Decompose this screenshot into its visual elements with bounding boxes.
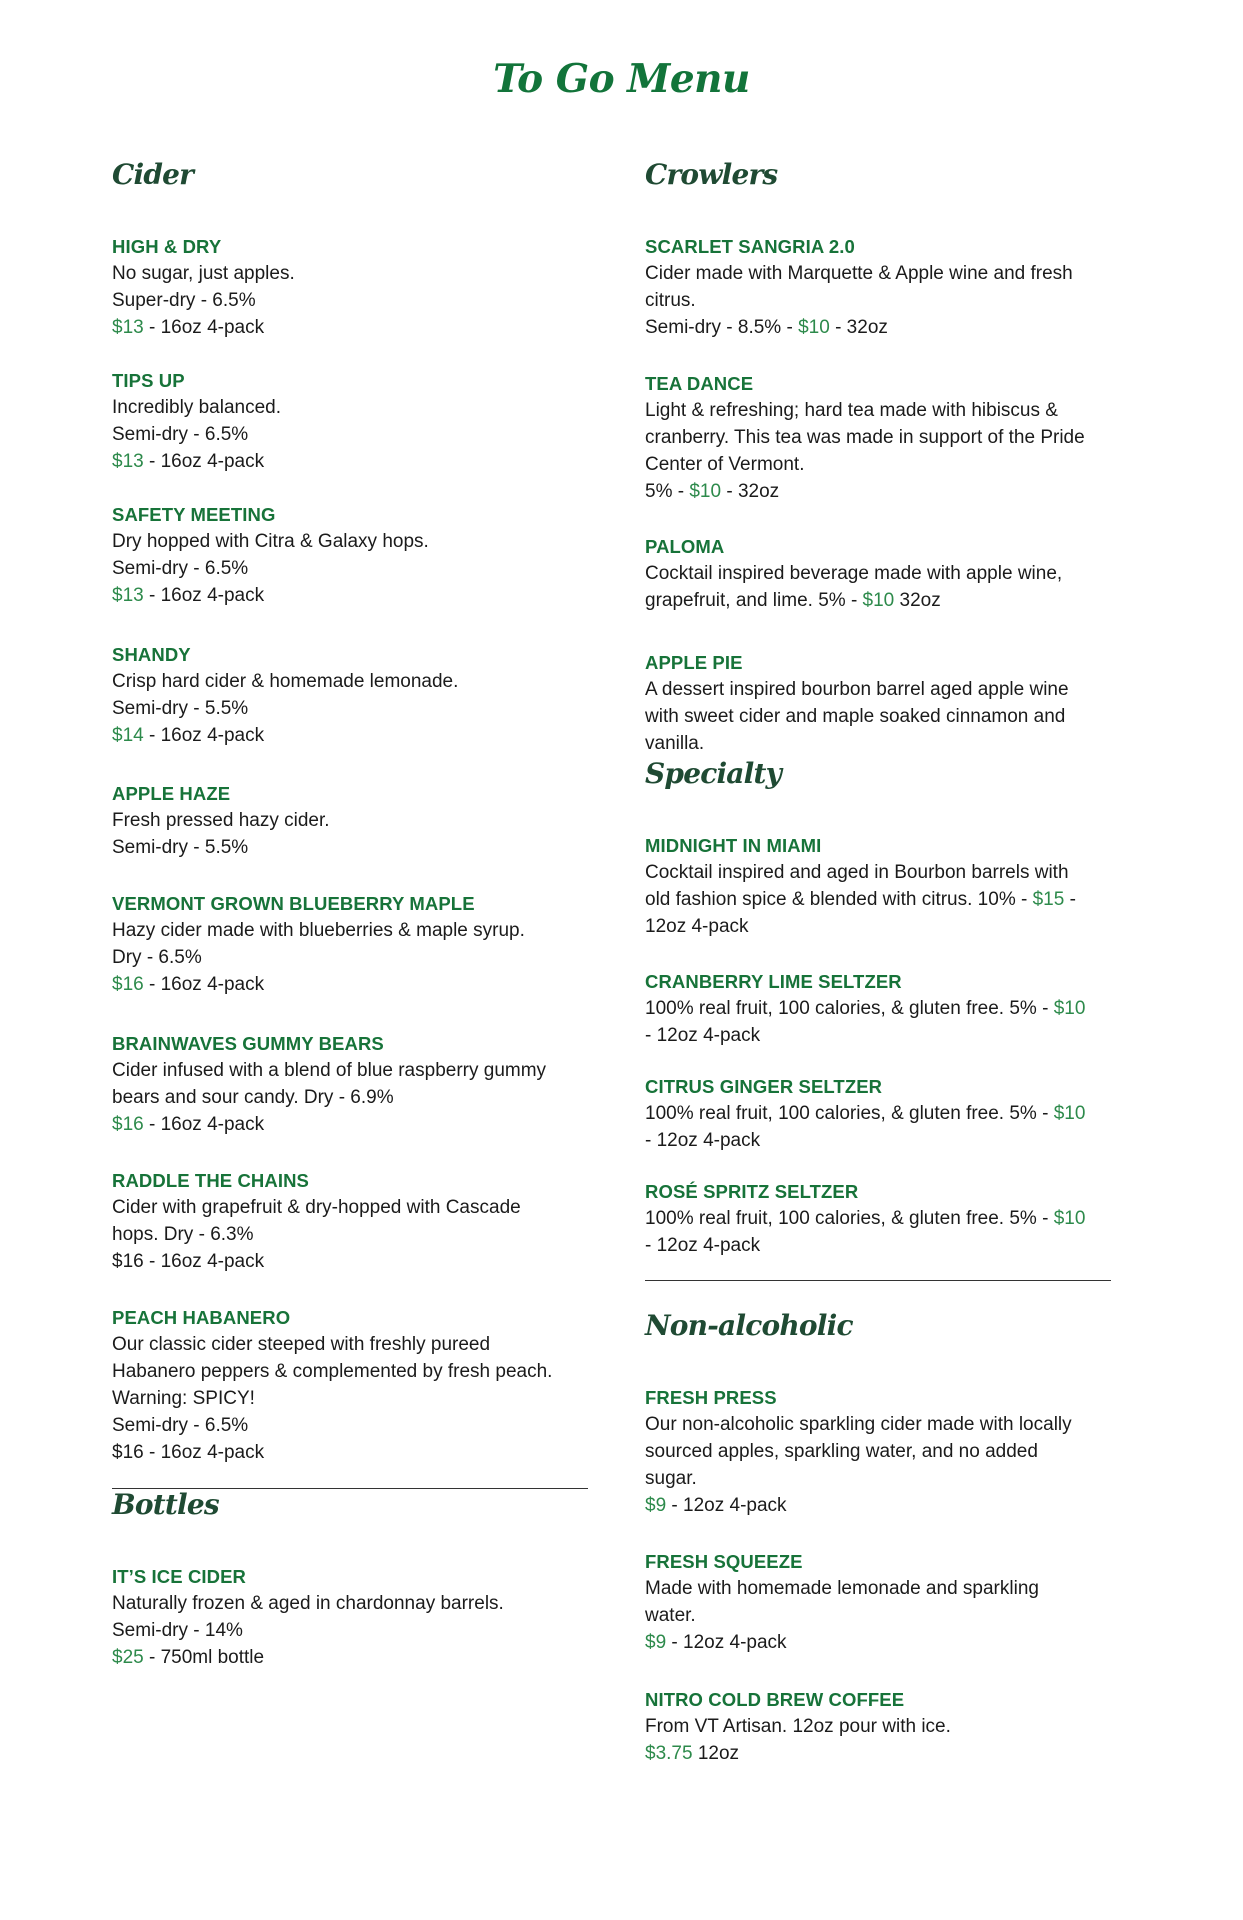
right-column (645, 0, 1125, 1920)
item-description: Habanero peppers & complemented by fresh peach. (112, 1361, 553, 1382)
item-size: - 16oz 4-pack (143, 725, 265, 746)
menu-item-gummy-bears (112, 1030, 600, 1138)
menu-item-blueberry-maple (112, 890, 600, 998)
item-description: Dry hopped with Citra & Galaxy hops. (112, 531, 429, 552)
item-description: Naturally frozen & aged in chardonnay barrels. (112, 1593, 504, 1614)
item-size: - 16oz 4-pack (143, 317, 265, 338)
item-name: APPLE PIE (645, 652, 743, 673)
item-separator: - (1064, 889, 1076, 910)
item-description: Our classic cider steeped with freshly pureed (112, 1334, 491, 1355)
item-price: $15 (1032, 889, 1065, 910)
item-description: vanilla. (645, 733, 705, 754)
section-heading-non-alcoholic: Non-alcoholic (645, 1309, 853, 1342)
item-price: $10 (862, 590, 895, 611)
item-price: $10 (1053, 1208, 1086, 1229)
item-name: SHANDY (112, 644, 191, 665)
item-description: Cider made with Marquette & Apple wine and fresh (645, 263, 1073, 284)
menu-item-citrus-ginger-seltzer (645, 1073, 1125, 1154)
item-description: with sweet cider and maple soaked cinnamon and (645, 706, 1066, 727)
item-name: FRESH SQUEEZE (645, 1551, 803, 1572)
item-style-abv: Semi-dry - 6.5% (112, 558, 249, 579)
item-description: Our non-alcoholic sparkling cider made with locally (645, 1414, 1072, 1435)
item-price-line (645, 995, 1125, 1022)
item-description: Cider infused with a blend of blue raspberry gummy (112, 1060, 547, 1081)
item-name: PALOMA (645, 536, 725, 557)
item-description: Incredibly balanced. (112, 397, 281, 418)
item-name: APPLE HAZE (112, 783, 231, 804)
item-price-line (645, 886, 1125, 913)
item-description: old fashion spice & blended with citrus. 10% - (645, 889, 1033, 910)
item-name: PEACH HABANERO (112, 1307, 291, 1328)
item-description: bears and sour candy. Dry - 6.9% (112, 1087, 394, 1108)
section-heading-cider: Cider (112, 158, 194, 191)
item-style-abv: Semi-dry - 8.5% - (645, 317, 799, 338)
item-name: HIGH & DRY (112, 236, 222, 257)
item-style-abv: Semi-dry - 5.5% (112, 698, 249, 719)
menu-item-high-and-dry (112, 233, 600, 341)
menu-item-nitro-cold-brew (645, 1686, 1125, 1767)
item-description: Crisp hard cider & homemade lemonade. (112, 671, 459, 692)
item-size: - 32oz (829, 317, 888, 338)
menu-item-midnight-in-miami (645, 832, 1125, 940)
item-name: ROSÉ SPRITZ SELTZER (645, 1181, 859, 1202)
item-name: VERMONT GROWN BLUEBERRY MAPLE (112, 893, 475, 914)
item-style-abv: 5% - (645, 481, 690, 502)
menu-item-ice-cider (112, 1563, 600, 1671)
item-description: sourced apples, sparkling water, and no added (645, 1441, 1038, 1462)
menu-item-apple-haze (112, 780, 600, 861)
item-price-line (645, 1100, 1125, 1127)
menu-item-tips-up (112, 367, 600, 475)
item-size: 12oz 4-pack (645, 916, 749, 937)
item-price: $10 (1053, 998, 1086, 1019)
menu-item-cranberry-lime-seltzer (645, 968, 1125, 1049)
item-style-abv: Semi-dry - 5.5% (112, 837, 249, 858)
item-size: - 750ml bottle (143, 1647, 265, 1668)
item-description: 100% real fruit, 100 calories, & gluten free. 5% - (645, 1208, 1054, 1229)
item-description: Light & refreshing; hard tea made with hibiscus & (645, 400, 1058, 421)
item-size: - 16oz 4-pack (143, 974, 265, 995)
item-price: $14 (112, 725, 144, 746)
item-price-line: $16 - 16oz 4-pack (112, 1442, 265, 1463)
item-size: - 16oz 4-pack (143, 585, 265, 606)
item-description: A dessert inspired bourbon barrel aged apple wine (645, 679, 1069, 700)
item-size: - 16oz 4-pack (143, 1114, 265, 1135)
item-price-line (645, 478, 1125, 505)
item-description: hops. Dry - 6.3% (112, 1224, 254, 1245)
item-price: $13 (112, 585, 144, 606)
item-description: No sugar, just apples. (112, 263, 295, 284)
item-price-line (112, 314, 600, 341)
item-size: - 12oz 4-pack (666, 1632, 787, 1653)
item-size: - 12oz 4-pack (666, 1495, 787, 1516)
item-name: FRESH PRESS (645, 1387, 777, 1408)
item-description: sugar. (645, 1468, 697, 1489)
item-size: - 12oz 4-pack (645, 1130, 761, 1151)
item-price-line (645, 1740, 1125, 1767)
item-description: grapefruit, and lime. 5% - (645, 590, 863, 611)
left-column (112, 0, 600, 1920)
item-description: Made with homemade lemonade and sparkling (645, 1578, 1039, 1599)
page-title: To Go Menu (493, 56, 750, 102)
item-warning: Warning: SPICY! (112, 1388, 255, 1409)
item-name: IT’S ICE CIDER (112, 1566, 246, 1587)
item-description: Center of Vermont. (645, 454, 805, 475)
item-price-line (645, 1629, 1125, 1656)
item-description: citrus. (645, 290, 696, 311)
item-price-line (112, 722, 600, 749)
menu-item-fresh-squeeze (645, 1548, 1125, 1656)
item-name: TIPS UP (112, 370, 185, 391)
section-heading-bottles: Bottles (112, 1488, 219, 1521)
item-name: MIDNIGHT IN MIAMI (645, 835, 822, 856)
item-price: $16 (112, 974, 144, 995)
item-name: RADDLE THE CHAINS (112, 1170, 309, 1191)
item-price: $25 (112, 1647, 144, 1668)
item-name: SCARLET SANGRIA 2.0 (645, 236, 855, 257)
item-price-line (112, 448, 600, 475)
menu-item-peach-habanero (112, 1304, 600, 1466)
item-size: - 12oz 4-pack (645, 1235, 761, 1256)
item-size: 32oz (894, 590, 941, 611)
item-price-line (645, 587, 1125, 614)
item-size: 12oz (692, 1743, 740, 1764)
menu-item-rose-spritz-seltzer (645, 1178, 1125, 1259)
item-description: cranberry. This tea was made in support of the Pride (645, 427, 1085, 448)
item-size: - 12oz 4-pack (645, 1025, 761, 1046)
item-description: 100% real fruit, 100 calories, & gluten free. 5% - (645, 998, 1054, 1019)
item-price-line (112, 1111, 600, 1138)
item-price: $16 (112, 1114, 144, 1135)
section-divider (645, 1280, 1111, 1281)
item-price-line (112, 1644, 600, 1671)
menu-item-shandy (112, 641, 600, 749)
item-price: $10 (1053, 1103, 1086, 1124)
menu-item-safety-meeting (112, 501, 600, 609)
item-price: $3.75 (645, 1743, 693, 1764)
item-name: NITRO COLD BREW COFFEE (645, 1689, 905, 1710)
item-name: SAFETY MEETING (112, 504, 276, 525)
section-heading-crowlers: Crowlers (645, 158, 778, 191)
item-name: BRAINWAVES GUMMY BEARS (112, 1033, 384, 1054)
menu-item-paloma (645, 533, 1125, 614)
item-description: water. (645, 1605, 696, 1626)
item-price-line (112, 582, 600, 609)
item-price: $10 (798, 317, 830, 338)
item-price-line (645, 1492, 1125, 1519)
item-description: From VT Artisan. 12oz pour with ice. (645, 1716, 951, 1737)
item-size: - 32oz (721, 481, 780, 502)
menu-item-scarlet-sangria (645, 233, 1125, 341)
item-description: 100% real fruit, 100 calories, & gluten free. 5% - (645, 1103, 1054, 1124)
item-style-abv: Semi-dry - 6.5% (112, 1415, 249, 1436)
item-price: $9 (645, 1495, 667, 1516)
item-description: Hazy cider made with blueberries & maple syrup. (112, 920, 525, 941)
item-price: $10 (689, 481, 722, 502)
menu-item-raddle-the-chains (112, 1167, 600, 1275)
item-price-line (645, 314, 1125, 341)
item-price: $9 (645, 1632, 667, 1653)
item-price: $13 (112, 317, 144, 338)
item-name: CRANBERRY LIME SELTZER (645, 971, 902, 992)
menu-item-apple-pie (645, 649, 1125, 757)
item-price-line (645, 1205, 1125, 1232)
item-description: Fresh pressed hazy cider. (112, 810, 330, 831)
item-description: Cocktail inspired beverage made with apple wine, (645, 563, 1063, 584)
item-size: - 16oz 4-pack (143, 451, 265, 472)
item-price-line: $16 - 16oz 4-pack (112, 1251, 265, 1272)
item-description: Cider with grapefruit & dry-hopped with Cascade (112, 1197, 521, 1218)
item-name: CITRUS GINGER SELTZER (645, 1076, 883, 1097)
item-style-abv: Semi-dry - 6.5% (112, 424, 249, 445)
item-style-abv: Dry - 6.5% (112, 947, 202, 968)
item-price: $13 (112, 451, 144, 472)
section-heading-specialty: Specialty (645, 757, 782, 790)
menu-item-tea-dance (645, 370, 1125, 505)
item-price-line (112, 971, 600, 998)
item-name: TEA DANCE (645, 373, 754, 394)
item-style-abv: Semi-dry - 14% (112, 1620, 243, 1641)
menu-item-fresh-press (645, 1384, 1125, 1519)
item-description: Cocktail inspired and aged in Bourbon barrels with (645, 862, 1069, 883)
item-style-abv: Super-dry - 6.5% (112, 290, 256, 311)
